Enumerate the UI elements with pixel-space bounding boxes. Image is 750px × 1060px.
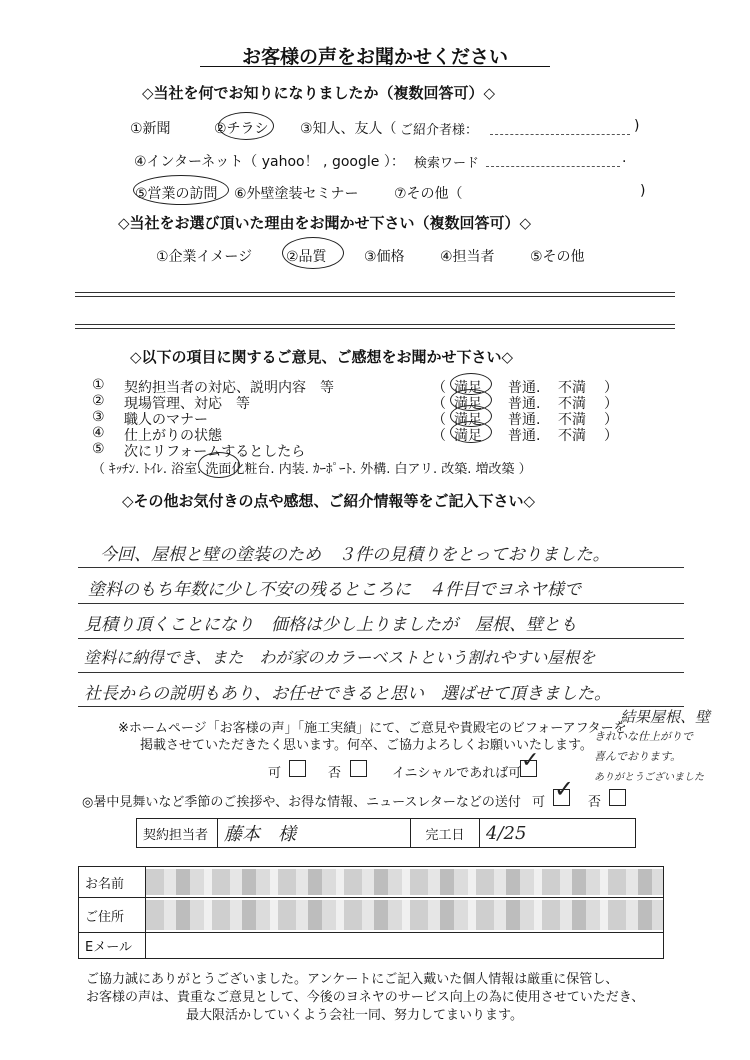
q2-option-staff[interactable]: ④担当者 — [440, 249, 495, 265]
newsletter-yes-label: 可 — [532, 795, 546, 810]
footer-text-line: お客様の声は、貴重なご意見として、今後のヨネヤのサービス向上の為に使用させていただき、 — [86, 990, 645, 1005]
rating-satisfied[interactable]: 満足 — [454, 428, 482, 444]
newsletter-text: ◎暑中見舞いなど季節のご挨拶や、お得な情報、ニュースレターなどの送付 — [82, 795, 521, 810]
q4-heading: ◇その他お気付きの点や感想、ご紹介情報等をご記入下さい◇ — [122, 492, 536, 510]
q1-heading: ◇当社を何でお知りになりましたか（複数回答可）◇ — [142, 84, 496, 102]
q1-referrer-field[interactable] — [490, 134, 630, 135]
q3-item-label: 仕上がりの状態 — [124, 428, 222, 444]
handwritten-comment-line: 見積り頂くことになり 価格は少し上りましたが 屋根、壁とも — [84, 615, 577, 635]
divider-line — [75, 328, 675, 329]
rating-average[interactable]: 普通. — [508, 412, 541, 428]
handwritten-comment-line: 塗料に納得でき、また わが家のカラーベストという割れやすい屋根を — [84, 648, 596, 667]
q1-option-newspaper[interactable]: ①新聞 — [130, 121, 171, 137]
writing-line — [78, 672, 684, 673]
contact-table — [78, 866, 664, 959]
divider-line — [75, 292, 675, 293]
q3-heading: ◇以下の項目に関するご意見、ご感想をお聞かせ下さい◇ — [130, 348, 514, 366]
q1-option-internet[interactable]: ④インターネット（ yahoo！ , google ）： — [134, 154, 405, 170]
rating-dissatisfied[interactable]: 不満 — [558, 412, 586, 428]
title-underline — [200, 66, 550, 67]
newsletter-no-checkbox[interactable] — [609, 789, 626, 806]
q1-row2-dot: . — [622, 150, 627, 166]
q3-item-num: ③ — [92, 409, 105, 425]
consent-no-label: 否 — [328, 766, 342, 781]
rating-open-paren: （ — [432, 396, 446, 412]
q3-next-reform-options[interactable]: （ ｷｯﾁﾝ. ﾄｲﾚ. 浴室. 洗面化粧台. 内装. ｶｰﾎﾟｰﾄ. 外構. 白アリ. 改築. 増改築 ） — [92, 462, 532, 477]
margin-note-line: 結果屋根、壁 — [620, 708, 711, 726]
check-mark-icon: ✓ — [521, 748, 540, 773]
q2-heading: ◇当社をお選び頂いた理由をお聞かせ下さい（複数回答可）◇ — [118, 214, 532, 232]
q3-item-num: ⑤ — [92, 441, 105, 457]
name-label: お名前 — [79, 867, 146, 898]
rating-average[interactable]: 普通. — [508, 428, 541, 444]
completion-date[interactable]: 4/25 — [480, 819, 636, 848]
writing-line — [78, 603, 684, 604]
address-field[interactable] — [146, 898, 664, 933]
rating-close-paren: ） — [604, 428, 618, 444]
q2-option-price[interactable]: ③価格 — [364, 249, 405, 265]
rating-satisfied[interactable]: 満足 — [454, 396, 482, 412]
newsletter-no-label: 否 — [588, 795, 602, 810]
margin-note-line: きれいな仕上がりで — [594, 730, 693, 743]
consent-initial-label: イニシャルであれば可 — [392, 766, 522, 781]
address-label: ご住所 — [79, 898, 146, 933]
handwritten-comment-line: 社長からの説明もあり、お任せできると思い 選ばせて頂きました。 — [84, 684, 611, 704]
handwritten-comment-line: 今回、屋根と壁の塗装のため ３件の見積りをとっておりました。 — [100, 545, 610, 565]
consent-yes-label: 可 — [268, 766, 282, 781]
rating-dissatisfied[interactable]: 不満 — [558, 380, 586, 396]
email-field[interactable] — [146, 933, 664, 959]
writing-line — [78, 567, 684, 568]
rating-close-paren: ） — [604, 380, 618, 396]
satisfied-circle-mark — [450, 421, 492, 443]
rating-open-paren: （ — [432, 412, 446, 428]
q1-row3-close: ) — [640, 183, 646, 199]
staff-name[interactable]: 藤本 様 — [218, 819, 411, 848]
q1-option-sales-visit[interactable]: ⑤営業の訪問 — [135, 186, 218, 202]
rating-average[interactable]: 普通. — [508, 380, 541, 396]
staff-label: 契約担当者 — [137, 819, 218, 848]
email-label: Eメール — [79, 933, 146, 959]
rating-open-paren: （ — [432, 380, 446, 396]
q1-referrer-label: ご紹介者様： — [400, 123, 479, 138]
rating-dissatisfied[interactable]: 不満 — [558, 428, 586, 444]
footer-text-line: ご協力誠にありがとうございました。アンケートにご記入戴いた個人情報は厳重に保管し、 — [86, 972, 619, 987]
rating-dissatisfied[interactable]: 不満 — [558, 396, 586, 412]
q2-option-corporate-image[interactable]: ①企業イメージ — [156, 249, 253, 265]
q1-flyer-circle-mark — [218, 112, 274, 140]
rating-satisfied[interactable]: 満足 — [454, 412, 482, 428]
staff-table — [136, 818, 636, 848]
consent-text-line1: ※ホームページ「お客様の声」「施工実績」にて、ご意見や貴殿宅のビフォーアフターを — [118, 721, 627, 736]
q3-item-label: 職人のマナー — [124, 412, 208, 428]
q2-option-quality[interactable]: ②品質 — [286, 249, 327, 265]
bathroom-circle-mark — [198, 452, 240, 478]
divider-line — [75, 324, 675, 325]
completion-date-label: 完工日 — [411, 819, 480, 848]
q2-option-other[interactable]: ⑤その他 — [530, 249, 585, 265]
q1-search-keyword-label: 検索ワード — [414, 156, 480, 171]
q1-option-other[interactable]: ⑦その他（ — [394, 186, 463, 202]
divider-line — [75, 296, 675, 297]
consent-yes-checkbox[interactable] — [289, 760, 306, 777]
q3-item-label: 現場管理、対応 等 — [124, 396, 250, 412]
q1-option-seminar[interactable]: ⑥外壁塗装セミナー — [234, 186, 359, 202]
rating-close-paren: ） — [604, 396, 618, 412]
writing-line — [78, 706, 684, 707]
check-mark-icon: ✓ — [554, 775, 575, 803]
q2-quality-circle-mark — [282, 237, 344, 269]
q3-item-num: ① — [92, 377, 105, 393]
q3-item-label: 契約担当者の対応、説明内容 等 — [124, 380, 334, 396]
page-title: お客様の声をお聞かせください — [241, 46, 508, 68]
q3-item-label: 次にリフォームするとしたら — [124, 444, 306, 460]
consent-no-checkbox[interactable] — [350, 760, 367, 777]
handwritten-comment-line: 塗料のもち年数に少し不安の残るところに ４件目でヨネヤ様で — [88, 580, 581, 600]
q3-item-num: ④ — [92, 425, 105, 441]
consent-text-line2: 掲載させていただきたく思います。何卒、ご協力よろしくお願いいたします。 — [140, 738, 593, 753]
q1-option-flyer[interactable]: ②チラシ — [214, 121, 269, 137]
footer-text-line: 最大限活かしていくよう会社一同、努力してまいります。 — [186, 1008, 523, 1023]
writing-line — [78, 638, 684, 639]
name-field[interactable] — [146, 867, 664, 898]
q3-item-num: ② — [92, 393, 105, 409]
q1-option-acquaintance[interactable]: ③知人、友人（ — [300, 121, 397, 137]
margin-note-line: 喜んでおります。 — [594, 750, 682, 763]
margin-note-line: ありがとうございました — [594, 772, 704, 783]
rating-close-paren: ） — [604, 412, 618, 428]
q1-sales-visit-circle-mark — [133, 175, 229, 205]
q1-search-keyword-field[interactable] — [486, 166, 620, 167]
rating-open-paren: （ — [432, 428, 446, 444]
rating-average[interactable]: 普通. — [508, 396, 541, 412]
rating-satisfied[interactable]: 満足 — [454, 380, 482, 396]
q1-row1-close: ) — [634, 118, 640, 134]
